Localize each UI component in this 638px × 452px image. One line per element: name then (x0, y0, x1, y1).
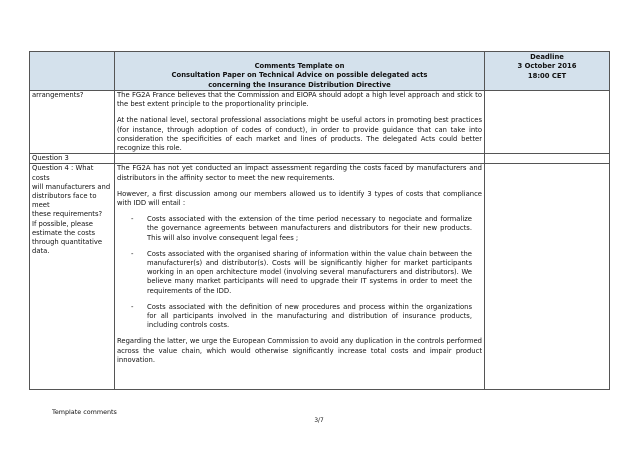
deadline-cell (485, 52, 610, 91)
template-title (115, 52, 485, 91)
table-row (30, 154, 610, 164)
question-line: distributors face to meet (32, 192, 97, 210)
list-item (117, 250, 482, 296)
question-cell: arrangements? (30, 91, 115, 154)
answer-paragraph: Regarding the latter, we urge the European Commission to avoid any duplication in the controls performed across the value chain, which would otherwise significantly increase total costs and impair product innovation. (117, 337, 482, 364)
comment-cell[interactable] (485, 154, 610, 164)
comment-cell[interactable] (485, 91, 610, 154)
title-line-3: concerning the Insurance Distribution Directive (208, 80, 391, 89)
question-line: If possible, please (32, 219, 93, 228)
answer-cell[interactable] (115, 154, 485, 164)
dash-bullet: - (131, 302, 134, 311)
list-item-text: Costs associated with the organised sharing of information within the value chain between the manufacturer(s) and distributor(s). Costs will be significantly higher for market participants working in an open architecture model (involving several manufacturers and distributors). We believe many market participants will need to upgrade their IT systems in order to meet the requirements of the IDD. (147, 249, 472, 295)
answer-cell[interactable] (115, 164, 485, 390)
title-line-1: Comments Template on (254, 61, 345, 70)
table-row (30, 91, 610, 154)
deadline-time: 18:00 CET (527, 71, 567, 80)
deadline-date: 3 October 2016 (517, 62, 577, 71)
question-line: estimate the costs (32, 228, 96, 237)
answer-paragraph: The FG2A France believes that the Commission and EIOPA should adopt a high level approach and stick to the best extent principle to the proportionality principle. (117, 91, 482, 109)
deadline-label: Deadline (530, 53, 564, 61)
question-cell: Question 3 (30, 154, 115, 164)
question-cell (30, 164, 115, 390)
question-line: will manufacturers and (32, 182, 111, 191)
dash-bullet: - (131, 215, 134, 224)
list-item-text: Costs associated with the extension of the time period necessary to negociate and formalize the governance agreements between manufacturers and distributors for their new products. This will also involve consequent legal fees ; (147, 215, 472, 242)
comments-template-table (29, 51, 610, 390)
table-row (30, 164, 610, 390)
list-item (117, 303, 482, 331)
answer-paragraph: The FG2A has not yet conducted an impact assessment regarding the costs faced by manufacturers and distributors in the affinity sector to meet the new requirements. (117, 164, 482, 182)
title-line-2: Consultation Paper on Technical Advice on possible delegated acts (171, 71, 428, 80)
question-line: through quantitative data. (32, 238, 103, 256)
list-item (117, 215, 482, 243)
answer-cell[interactable] (115, 91, 485, 154)
list-item-text: Costs associated with the definition of new procedures and process within the organizations for all participants involved in the manufacturing and distribution of insurance products, including controls costs. (147, 302, 472, 330)
answer-paragraph: However, a first discussion among our members allowed us to identify 3 types of costs that compliance with IDD will entail : (117, 189, 482, 208)
footer-text: Template comments (52, 408, 117, 416)
dash-bullet: - (131, 249, 134, 258)
page-number: 3/7 (314, 418, 324, 424)
question-line: Question 4 : What costs (32, 164, 94, 182)
table-header-row (30, 52, 610, 91)
answer-paragraph: At the national level, sectoral professional associations might be useful actors in promoting best practices (for instance, through adoption of codes of conduct), in order to provide guidance that can take into consideration the specificities of each market and lines of products. The delegated Acts could better recognize this role. (117, 116, 482, 153)
cost-types-list (117, 215, 482, 330)
header-blank-cell (30, 52, 115, 91)
comment-cell[interactable] (485, 164, 610, 390)
question-line: these requirements? (32, 210, 103, 219)
